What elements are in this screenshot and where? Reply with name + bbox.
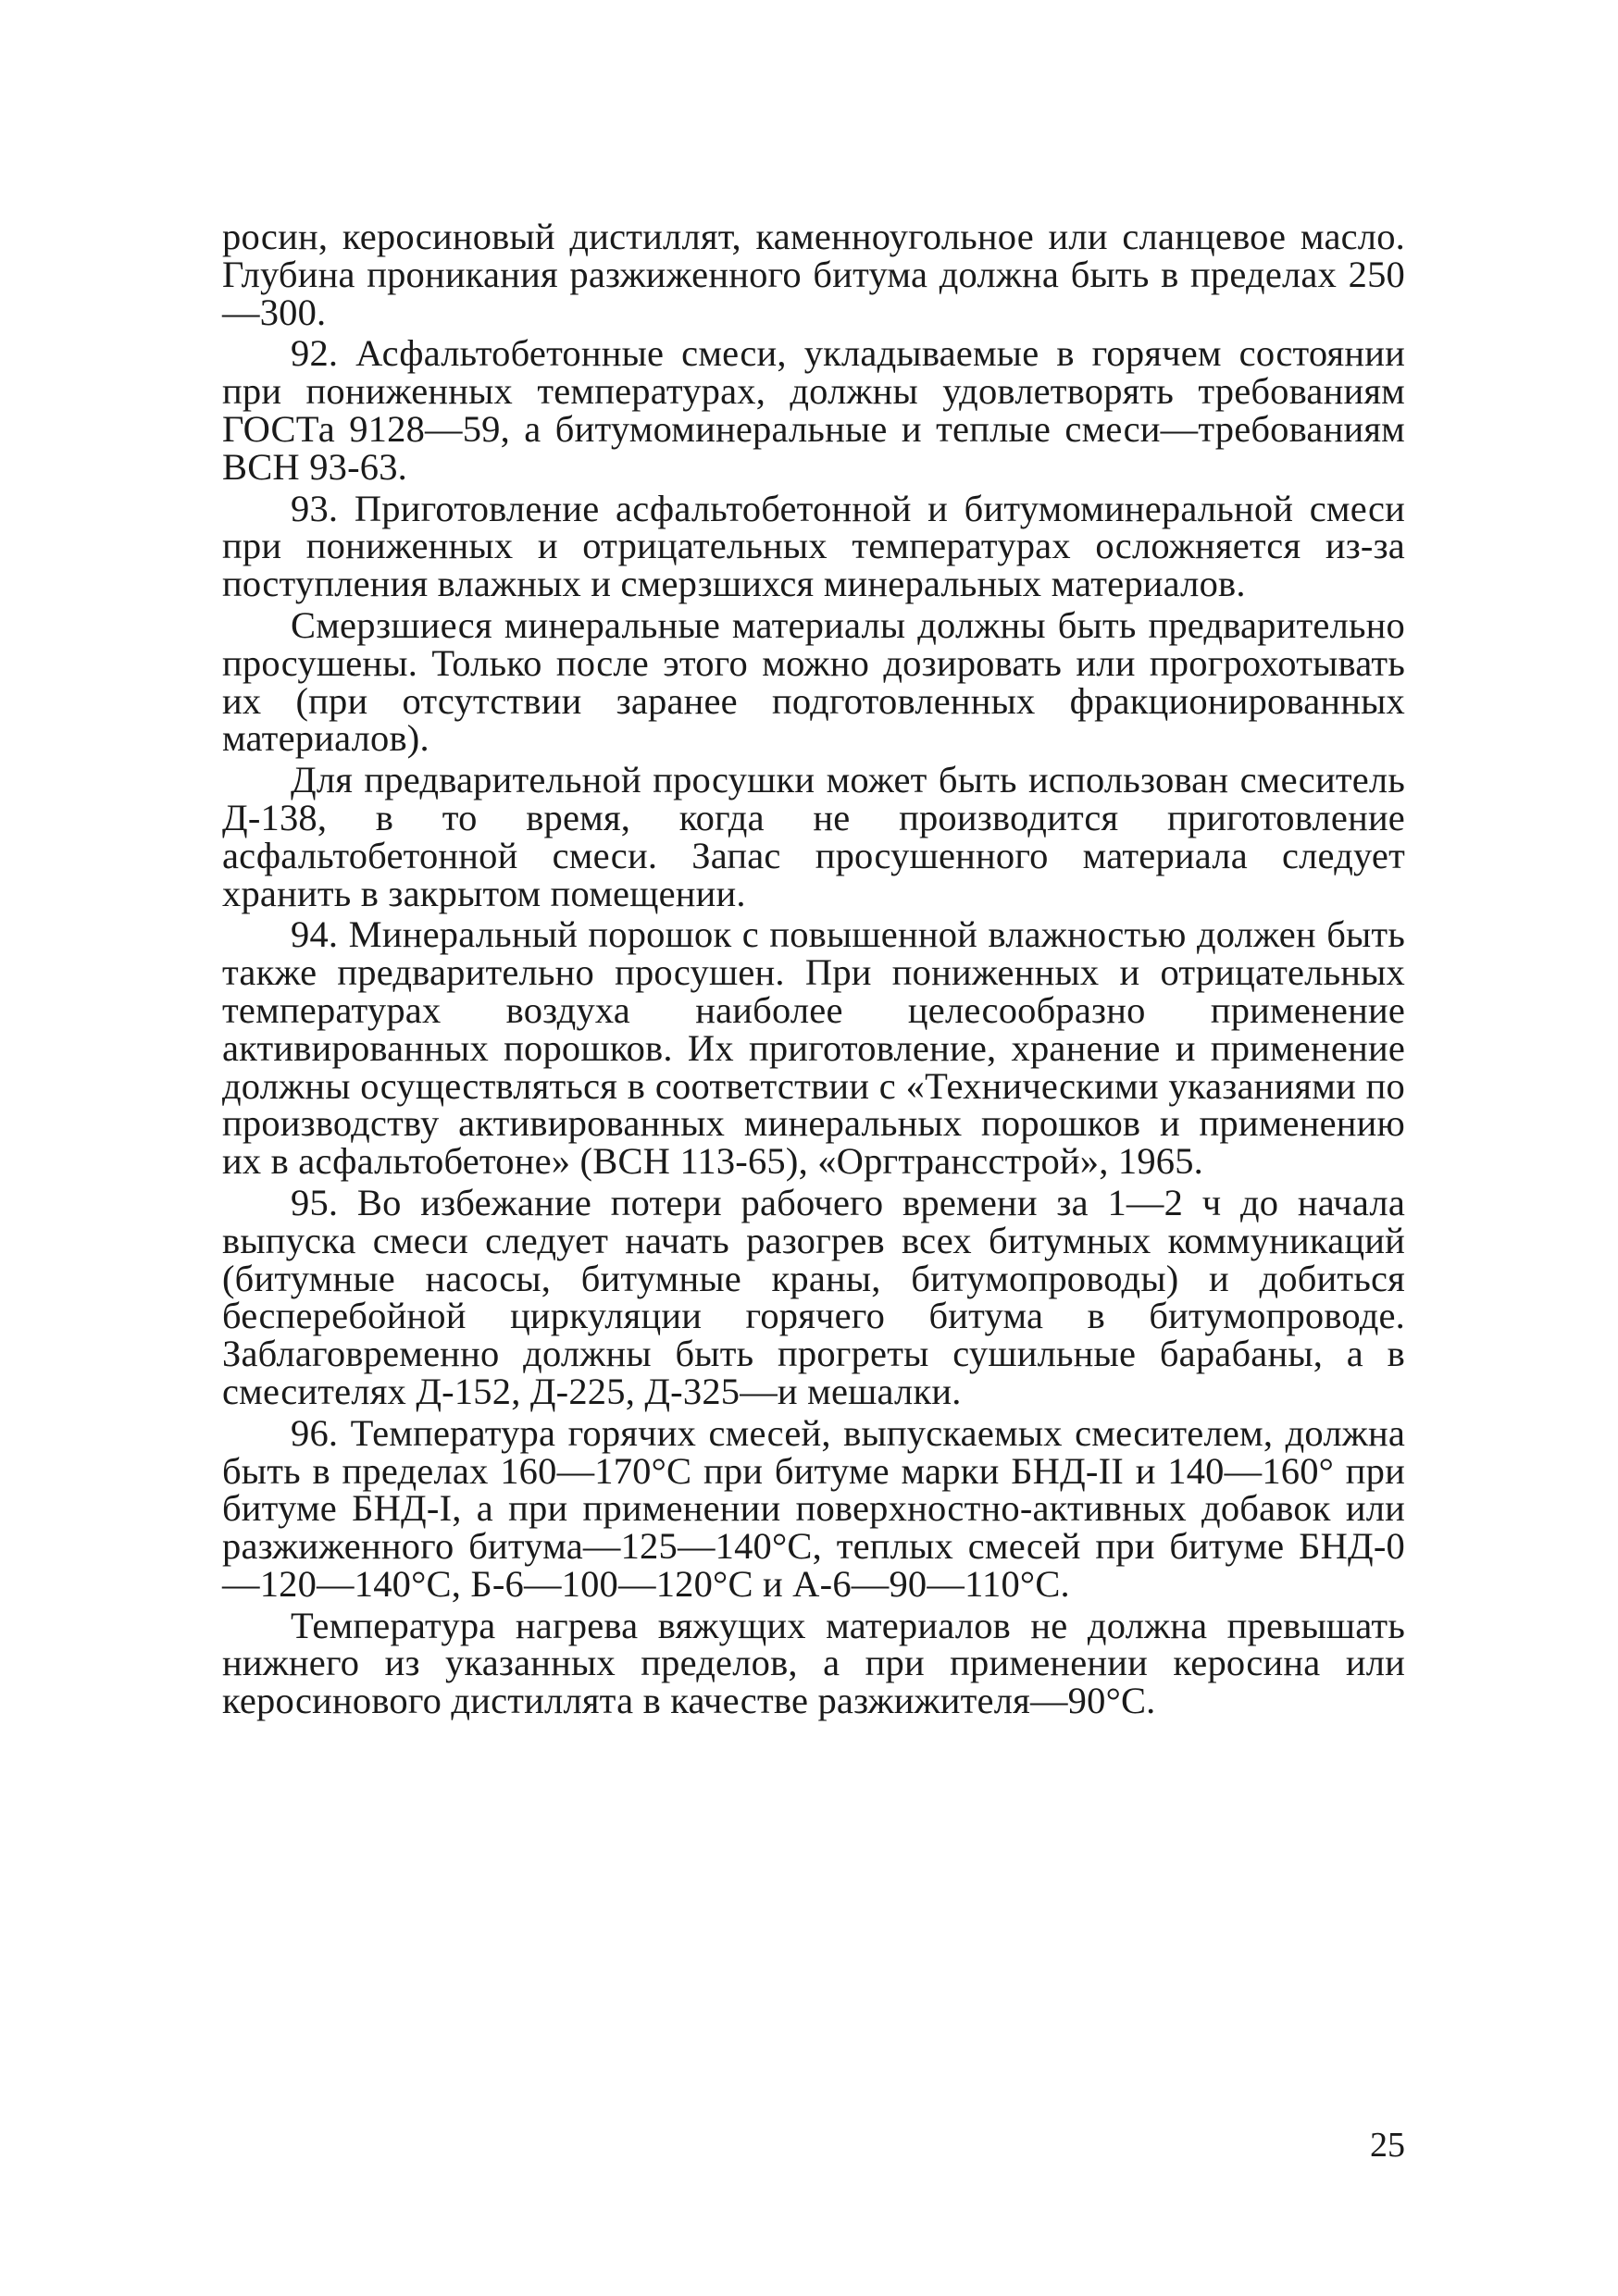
paragraph-93-pre-drying: Для предварительной просушки может быть использован смеситель Д-138, в то время, когда не производится приготовление асфальтобетонной смеси. Запас просушенного материала следует хранить в закрытом помещении. xyxy=(222,759,1405,914)
paragraph-95: 95. Во избежание потери рабочего времени за 1—2 ч до начала выпуска смеси следует начать разогрев всех битумных коммуникаций (битумные насосы, битумные краны, битумопроводы) и добиться бесперебойной циркуляции горячего битума в битумопроводе. Заблаговременно должны быть прогреты сушильные барабаны, а в смесителях Д-152, Д-225, Д-325—и мешалки. xyxy=(222,1181,1405,1412)
paragraph-94: 94. Минеральный порошок с повышенной влажностью должен быть также предварительно просушен. При пониженных и отрицательных температурах воздуха наиболее целесообразно применение активированных порошков. Их приготовление, хранение и применение должны осуществляться в соответствии с «Техническими указаниями по производству активированных минеральных порошков и применению их в асфальтобетоне» (ВСН 113-65), «Оргтрансстрой», 1965. xyxy=(222,913,1405,1183)
paragraph-continuation: росин, керосиновый дистиллят, каменноугольное или сланцевое масло. Глубина проникания разжиженного битума должна быть в пределах 250—300. xyxy=(222,216,1405,333)
paragraph-93: 93. Приготовление асфальтобетонной и битумоминеральной смеси при пониженных и отрицательных температурах осложняется из-за поступления влажных и смерзшихся минеральных материалов. xyxy=(222,487,1405,605)
page-number: 25 xyxy=(1370,2126,1405,2165)
paragraph-96: 96. Температура горячих смесей, выпускаемых смесителем, должна быть в пределах 160—170°С при битуме марки БНД-II и 140—160° при битуме БНД-I, а при применении поверхностно-активных добавок или разжиженного битума—125—140°С, теплых смесей при битуме БНД-0—120—140°С, Б-6—100—120°С и А-6—90—110°С. xyxy=(222,1411,1405,1605)
page-body xyxy=(222,218,1405,1720)
paragraph-92: 92. Асфальтобетонные смеси, укладываемые в горячем состоянии при пониженных температурах, должны удовлетворять требованиям ГОСТа 9128—59, а битумоминеральные и теплые смеси—требованиям ВСН 93-63. xyxy=(222,332,1405,488)
paragraph-93-frozen-materials: Смерзшиеся минеральные материалы должны быть предварительно просушены. Только после этого можно дозировать или прогрохотывать их (при отсутствии заранее подготовленных фракционированных материалов). xyxy=(222,603,1405,760)
paragraph-96-binder-heating: Температура нагрева вяжущих материалов не должна превышать нижнего из указанных пределов, а при применении керосина или керосинового дистиллята в качестве разжижителя—90°С. xyxy=(222,1604,1405,1722)
